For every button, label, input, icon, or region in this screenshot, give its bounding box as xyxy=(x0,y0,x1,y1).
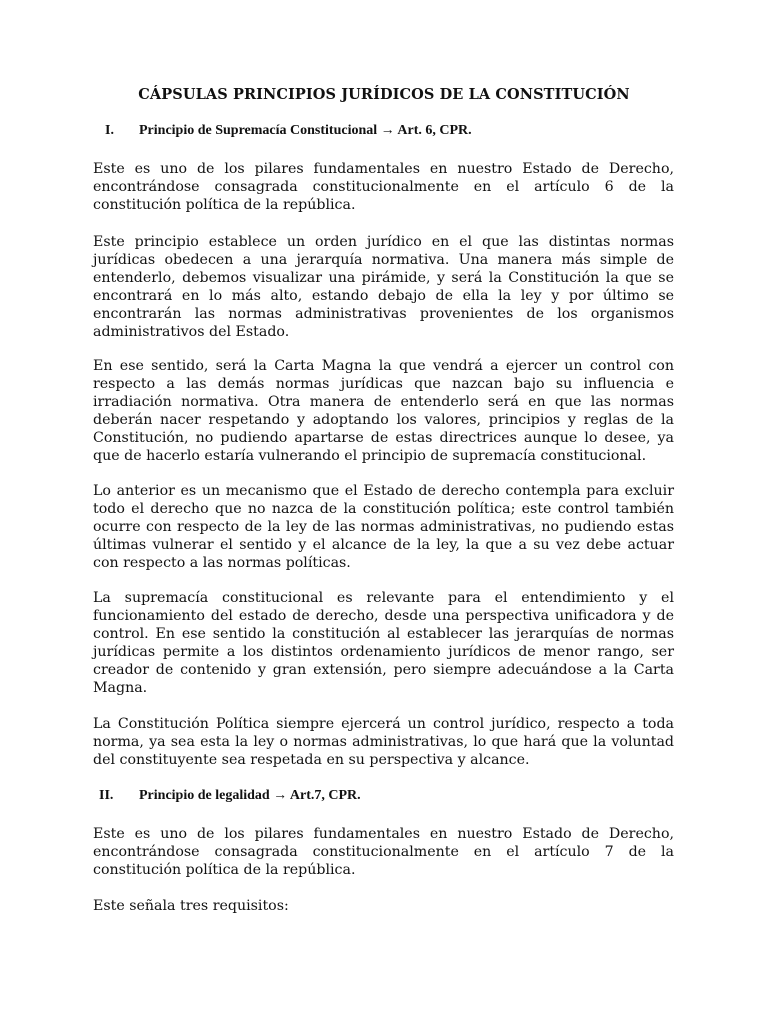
section-title-2: Principio de legalidad → Art.7, CPR. xyxy=(139,788,361,803)
paragraph-1-5: La supremacía constitucional es relevante para el entendimiento y el funcionamiento del estado de derecho, desde una perspectiva unificadora y de control. En ese sentido la constitución al establecer las jerarquías de normas jurídicas permite a los distintos ordenamiento jurídicos de menor rango, ser creador de contenido y gran extensión, pero siempre adecuándose a la Carta Magna. xyxy=(93,590,674,696)
section-title-1: Principio de Supremacía Constitucional → Art. 6, CPR. xyxy=(139,123,472,138)
paragraph-1-1: Este es uno de los pilares fundamentales en nuestro Estado de Derecho, encontrándose consagrada constitucionalmente en el artículo 6 de la constitución política de la república. xyxy=(93,161,674,213)
section-number-1: I. xyxy=(105,123,114,138)
section-number-2: II. xyxy=(99,788,114,803)
document-title: CÁPSULAS PRINCIPIOS JURÍDICOS DE LA CONSTITUCIÓN xyxy=(138,86,630,103)
paragraph-2-2: Este señala tres requisitos: xyxy=(93,898,289,914)
paragraph-1-2: Este principio establece un orden jurídico en el que las distintas normas jurídicas obedecen a una jerarquía normativa. Una manera más simple de entenderlo, debemos visualizar una pirámide, y será la Constitución la que se encontrará en lo más alto, estando debajo de ella la ley y por último se encontrarán las normas administrativas provenientes de los organismos administrativos del Estado. xyxy=(93,234,674,340)
paragraph-1-4: Lo anterior es un mecanismo que el Estado de derecho contempla para excluir todo el derecho que no nazca de la constitución política; este control también ocurre con respecto de la ley de las normas administrativas, no pudiendo estas últimas vulnerar el sentido y el alcance de la ley, la que a su vez debe actuar con respecto a las normas políticas. xyxy=(93,483,674,571)
paragraph-2-1: Este es uno de los pilares fundamentales en nuestro Estado de Derecho, encontrándose consagrada constitucionalmente en el artículo 7 de la constitución política de la república. xyxy=(93,826,674,878)
section-heading-1 xyxy=(96,123,472,139)
paragraph-1-6: La Constitución Política siempre ejercerá un control jurídico, respecto a toda norma, ya sea esta la ley o normas administrativas, lo que hará que la voluntad del constituyente sea respetada en su perspectiva y alcance. xyxy=(93,716,674,768)
paragraph-1-3: En ese sentido, será la Carta Magna la que vendrá a ejercer un control con respecto a las demás normas jurídicas que nazcan bajo su influencia e irradiación normativa. Otra manera de entenderlo será en que las normas deberán nacer respetando y adoptando los valores, principios y reglas de la Constitución, no pudiendo apartarse de estas directrices aunque lo desee, ya que de hacerlo estaría vulnerando el principio de supremacía constitucional. xyxy=(93,358,674,464)
section-heading-2 xyxy=(96,788,361,804)
